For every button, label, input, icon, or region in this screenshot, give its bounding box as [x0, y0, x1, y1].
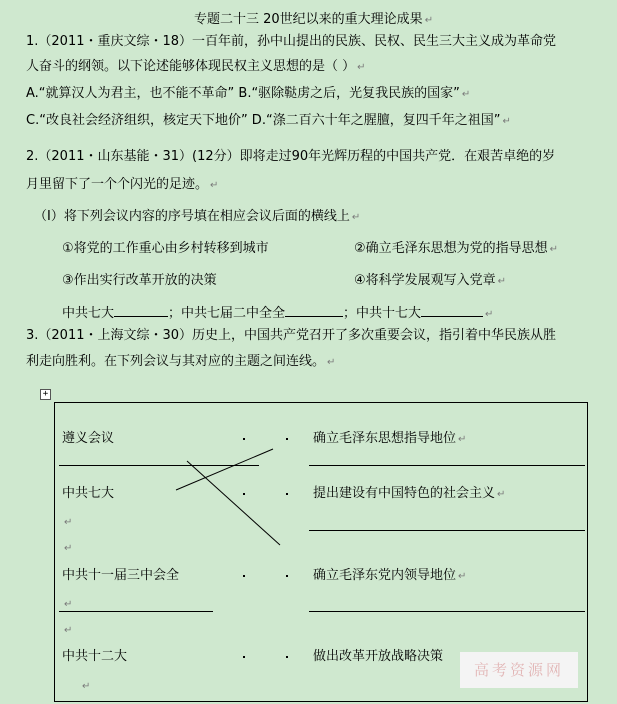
meeting-dot-1[interactable] — [243, 438, 245, 440]
connector-line-2[interactable] — [187, 461, 280, 545]
theme-1: 确立毛泽东思想指导地位 ↵ — [313, 431, 467, 446]
theme-dot-2[interactable] — [286, 493, 288, 495]
paragraph-mark: ↵ — [64, 625, 73, 636]
fill-label-1: 中共七大 — [62, 306, 115, 321]
theme-2: 提出建设有中国特色的社会主义 ↵ — [313, 486, 506, 501]
q2-fill-line: 中共七大 ；中共七届二中全全 ；中共十七大 ↵ — [62, 306, 494, 321]
meeting-2: 中共七大 — [62, 486, 115, 501]
q1-line1: 1.（2011・重庆文综・18）一百年前，孙中山提出的民族、民权、民生三大主义成为革命党 — [26, 34, 557, 49]
fill-label-2: ；中共七届二中全全 — [168, 306, 286, 321]
meeting-dot-2[interactable] — [243, 493, 245, 495]
meeting-4: 中共十二大 — [62, 649, 128, 664]
meeting-dot-4[interactable] — [243, 656, 245, 658]
q2-item-3: ③作出实行改革开放的决策 — [62, 273, 217, 288]
meeting-dot-3[interactable] — [243, 575, 245, 577]
table-move-handle-icon[interactable]: + — [40, 389, 51, 400]
q2-sub-instruction: （I）将下列会议内容的序号填在相应会议后面的横线上 ↵ — [34, 209, 361, 224]
paragraph-mark: ↵ — [64, 543, 73, 554]
q1-line2: 人奋斗的纲领。以下论述能够体现民权主义思想的是（ ） ↵ — [26, 59, 366, 74]
q2-item-1: ①将党的工作重心由乡村转移到城市 — [62, 241, 269, 256]
q2-line1: 2.（2011・山东基能・31）(12分）即将走过90年光辉历程的中国共产党．在艰苦卓绝的岁 — [26, 149, 556, 164]
theme-dot-4[interactable] — [286, 656, 288, 658]
q1-options-cd: C.“改良社会经济组织，核定天下地价” D.“涤二百六十年之腥膻，复四千年之祖国” ↵ — [26, 113, 511, 128]
q2-item-2: ②确立毛泽东思想为党的指导思想 ↵ — [354, 241, 559, 256]
fill-label-3: ；中共十七大 — [343, 306, 422, 321]
connector-line-1[interactable] — [176, 449, 273, 490]
watermark-logo: 高考资源网 — [460, 652, 578, 688]
q1-options-ab: A.“就算汉人为君主，也不能不革命” B.“驱除鞑虏之后，光复我民族的国家” ↵ — [26, 86, 471, 101]
theme-dot-3[interactable] — [286, 575, 288, 577]
theme-3: 确立毛泽东党内领导地位 ↵ — [313, 568, 467, 583]
paragraph-mark: ↵ — [64, 517, 73, 528]
paragraph-mark: ↵ — [64, 599, 73, 610]
meeting-3: 中共十一届三中会全 — [62, 568, 180, 583]
q3-line2: 利走向胜利。在下列会议与其对应的主题之间连线。 ↵ — [26, 354, 336, 369]
paragraph-mark: ↵ — [82, 681, 91, 692]
theme-dot-1[interactable] — [286, 438, 288, 440]
page-title: 专题二十三 20世纪以来的重大理论成果 ↵ — [194, 12, 434, 27]
meeting-1: 遵义会议 — [62, 431, 115, 446]
q3-line1: 3.（2011・上海文综・30）历史上，中国共产党召开了多次重要会议，指引着中华民族从胜 — [26, 328, 557, 343]
q2-item-4: ④将科学发展观写入党章 ↵ — [354, 273, 507, 288]
theme-4: 做出改革开放战略决策 — [313, 649, 444, 664]
q2-line2: 月里留下了一个个闪光的足迹。 ↵ — [26, 177, 219, 192]
